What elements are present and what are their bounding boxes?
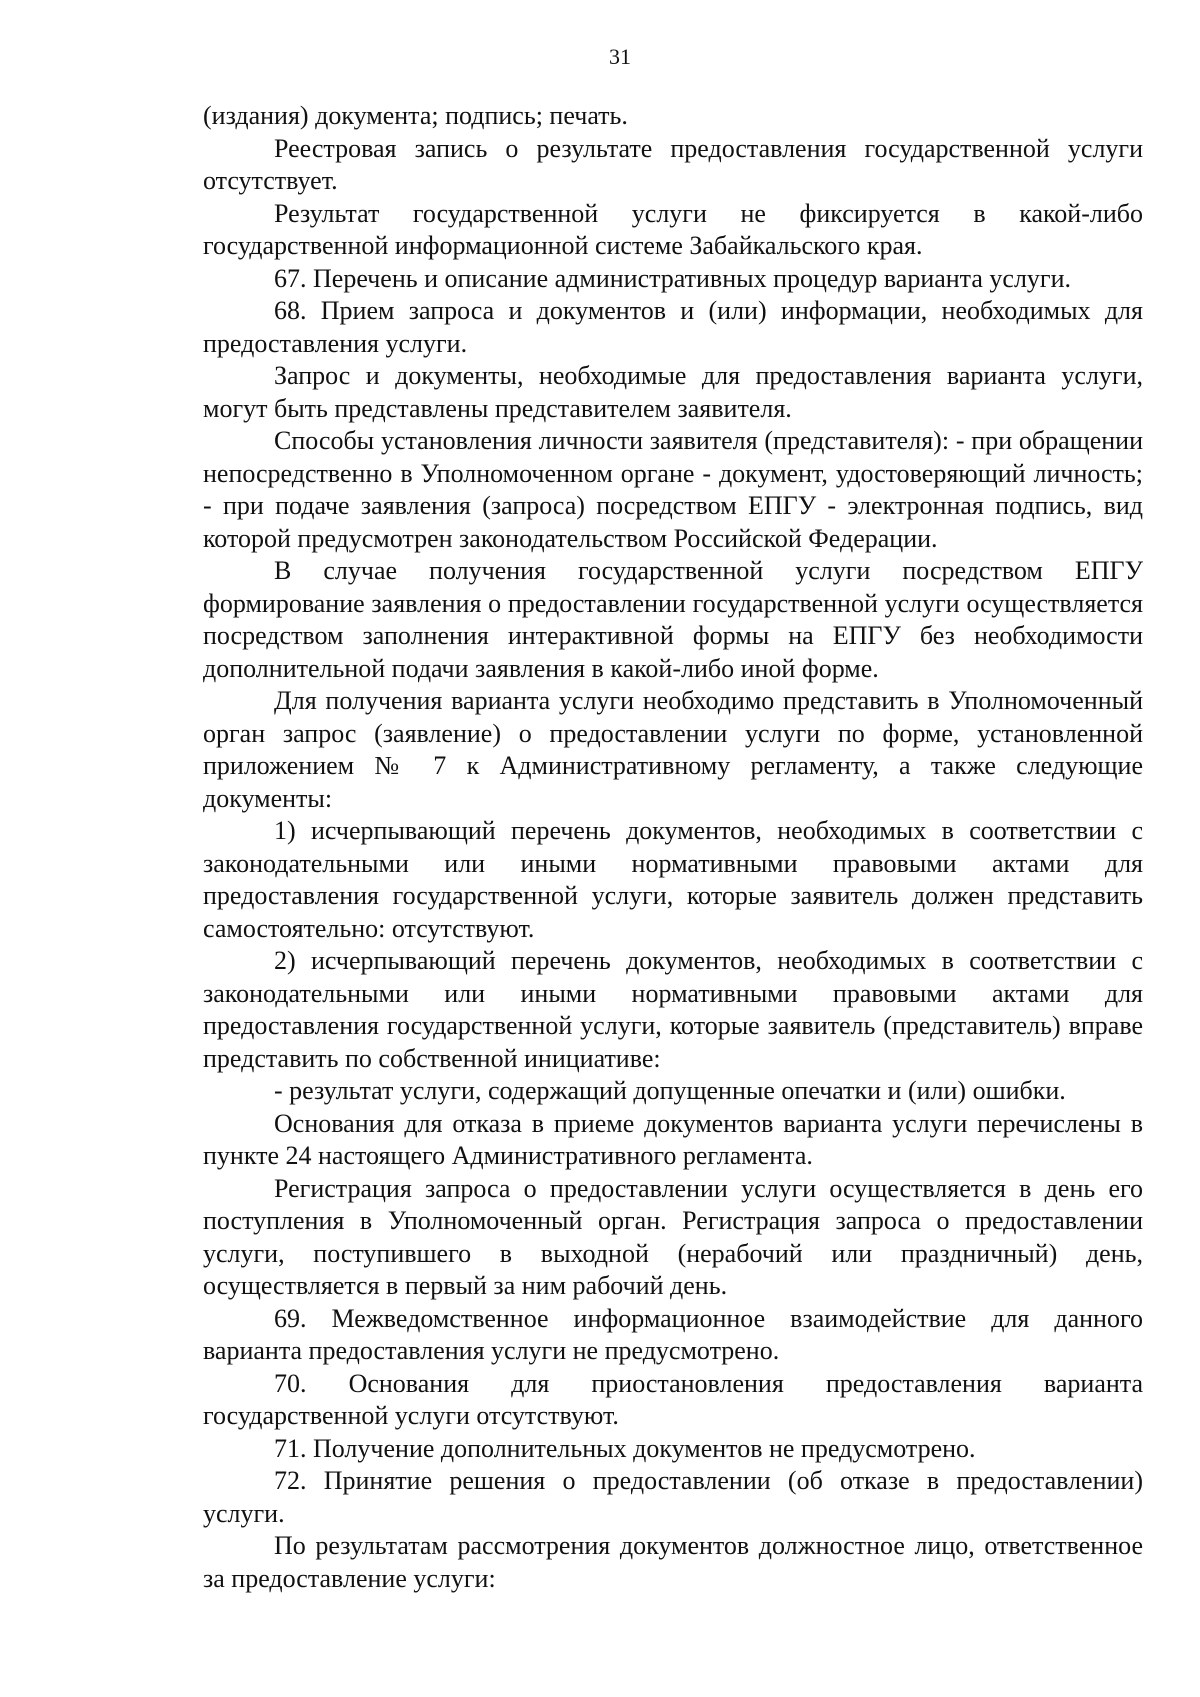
paragraph: 71. Получение дополнительных документов не предусмотрено. [274, 1433, 976, 1463]
paragraph: 72. Принятие решения о предоставлении (об отказе в предоставлении) услуги. [203, 1466, 1143, 1528]
paragraph: 70. Основания для приостановления предоставления варианта государственной услуги отсутствуют. [203, 1368, 1143, 1430]
page-number: 31 [609, 44, 631, 69]
paragraph: Реестровая запись о результате предоставления государственной услуги отсутствует. [203, 133, 1143, 195]
paragraph: 67. Перечень и описание административных процедур варианта услуги. [274, 263, 1071, 293]
paragraph: Для получения варианта услуги необходимо представить в Уполномоченный орган запрос (заявление) о предоставлении услуги по форме, установленной приложением № 7 к Административному регламенту, а также следующие документы: [203, 686, 1143, 813]
paragraph: (издания) документа; подпись; печать. [203, 101, 628, 130]
paragraph: Способы установления личности заявителя (представителя): - при обращении непосредственно в Уполномоченном органе - документ, удостоверяющий личность; - при подаче заявления (запроса) посредством ЕПГУ - электронная подпись, вид которой предусмотрен законодательством Российской Федерации. [203, 426, 1143, 553]
paragraph: 1) исчерпывающий перечень документов, необходимых в соответствии с законодательными или иными нормативными правовыми актами для предоставления государственной услуги, которые заявитель должен представить самостоятельно: отсутствуют. [203, 816, 1143, 943]
paragraph: Основания для отказа в приеме документов варианта услуги перечислены в пункте 24 настоящего Административного регламента. [203, 1108, 1143, 1170]
paragraph: 69. Межведомственное информационное взаимодействие для данного варианта предоставления услуги не предусмотрено. [203, 1303, 1143, 1365]
document-body [203, 100, 1143, 1595]
paragraph: 2) исчерпывающий перечень документов, необходимых в соответствии с законодательными или иными нормативными правовыми актами для предоставления государственной услуги, которые заявитель (представитель) вправе представить по собственной инициативе: [203, 946, 1143, 1073]
paragraph: 68. Прием запроса и документов и (или) информации, необходимых для предоставления услуги. [203, 296, 1143, 358]
paragraph: - результат услуги, содержащий допущенные опечатки и (или) ошибки. [274, 1076, 1066, 1105]
paragraph: Запрос и документы, необходимые для предоставления варианта услуги, могут быть представлены представителем заявителя. [203, 361, 1143, 423]
paragraph: В случае получения государственной услуги посредством ЕПГУ формирование заявления о предоставлении государственной услуги осуществляется посредством заполнения интерактивной формы на ЕПГУ без необходимости дополнительной подачи заявления в какой-либо иной форме. [203, 556, 1143, 683]
paragraph: Результат государственной услуги не фиксируется в какой-либо государственной информационной системе Забайкальского края. [203, 198, 1143, 260]
paragraph: По результатам рассмотрения документов должностное лицо, ответственное за предоставление услуги: [203, 1531, 1143, 1593]
paragraph: Регистрация запроса о предоставлении услуги осуществляется в день его поступления в Уполномоченный орган. Регистрация запроса о предоставлении услуги, поступившего в выходной (нерабочий или праздничный) день, осуществляется в первый за ним рабочий день. [203, 1173, 1143, 1300]
